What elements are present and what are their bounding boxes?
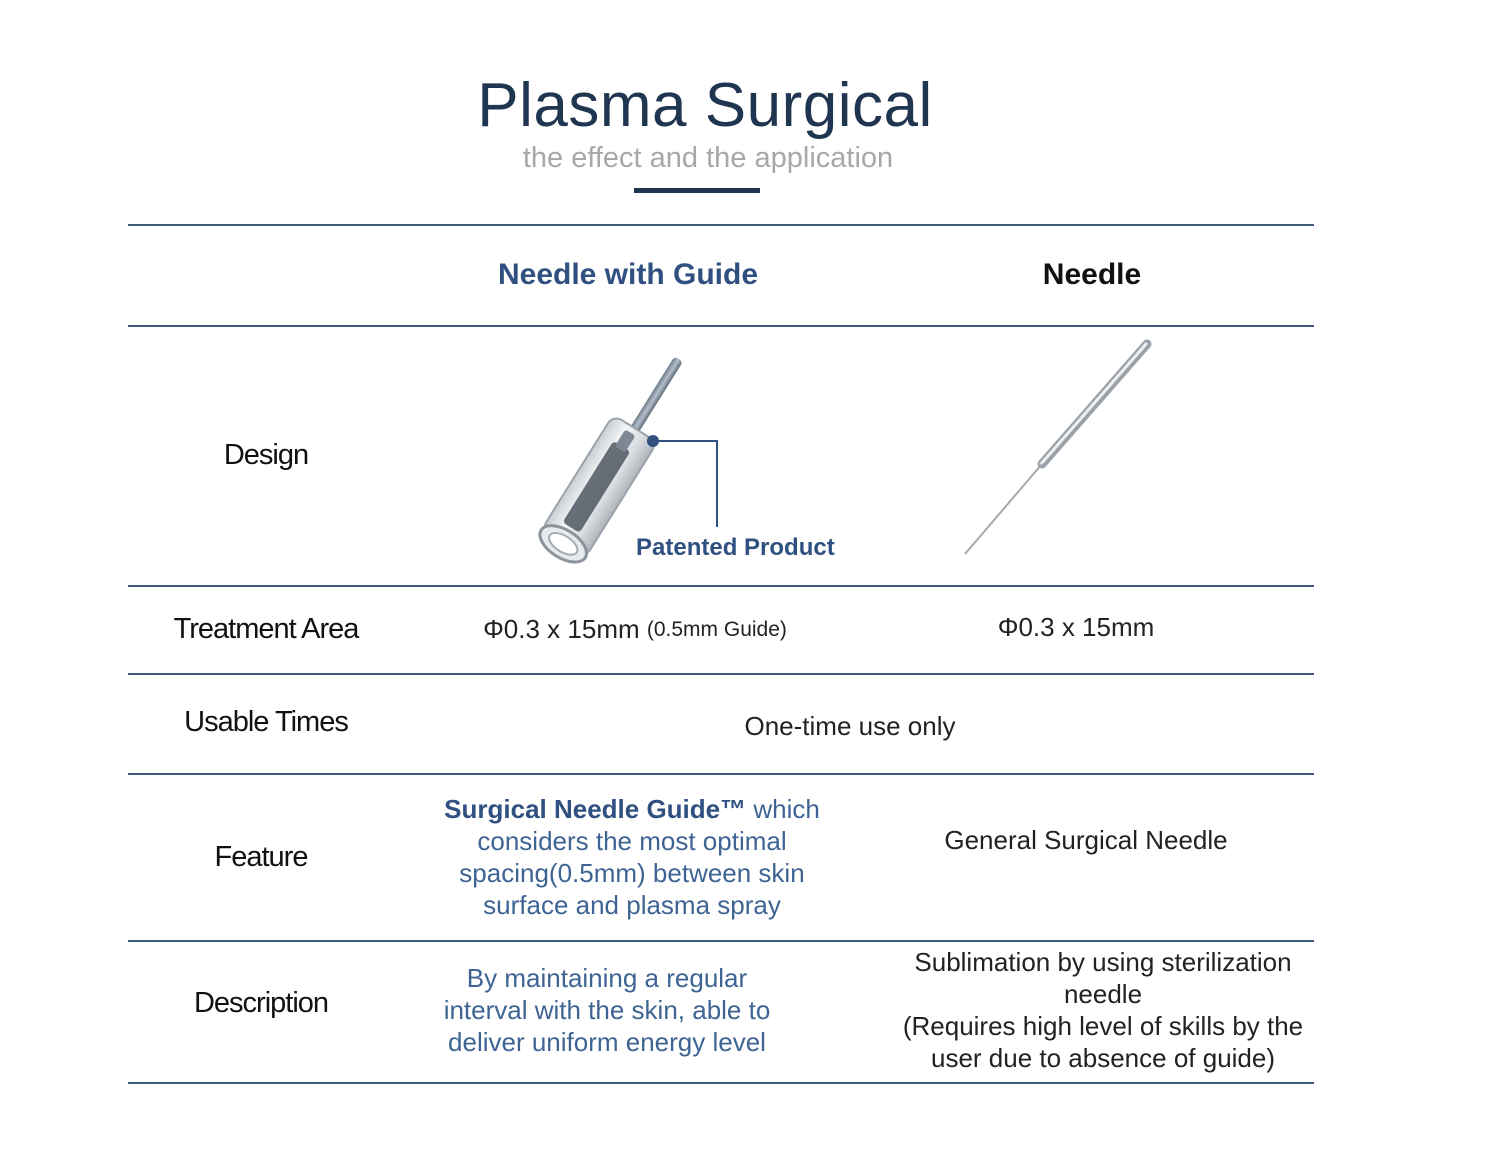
needle-illustration <box>965 344 1147 554</box>
feature-guide-product-name: Surgical Needle Guide™ <box>444 794 747 824</box>
row-label-design: Design <box>223 439 309 472</box>
row-label-treatment-area: Treatment Area <box>173 613 359 646</box>
page-title: Plasma Surgical <box>477 71 933 140</box>
column-header-needle-with-guide: Needle with Guide <box>497 258 759 292</box>
treatment-area-guide-size: Φ0.3 x 15mm <box>483 614 640 645</box>
description-needle <box>893 942 1313 1080</box>
treatment-area-guide <box>420 587 850 673</box>
row-label-description: Description <box>193 987 329 1020</box>
feature-guide <box>432 793 832 927</box>
column-header-needle: Needle <box>1042 258 1142 292</box>
row-label-feature: Feature <box>214 840 308 873</box>
treatment-area-needle: Φ0.3 x 15mm <box>997 612 1155 643</box>
description-needle-line2: (Requires high level of skills by the user due to absence of guide) <box>902 1011 1304 1073</box>
page-subtitle: the effect and the application <box>522 142 894 174</box>
patented-product-callout: Patented Product <box>636 534 835 561</box>
description-needle-line1: Sublimation by using sterilization needle <box>914 947 1292 1009</box>
description-guide: By maintaining a regular interval with the skin, able to deliver uniform energy level <box>443 963 771 1057</box>
feature-needle: General Surgical Needle <box>944 825 1228 856</box>
treatment-area-guide-note: (0.5mm Guide) <box>646 617 787 641</box>
usable-times-value: One-time use only <box>744 711 956 742</box>
feature-guide-text: which considers the most optimal spacing(0.5mm) between skin surface and plasma spray <box>459 794 820 920</box>
row-label-usable-times: Usable Times <box>184 706 348 739</box>
